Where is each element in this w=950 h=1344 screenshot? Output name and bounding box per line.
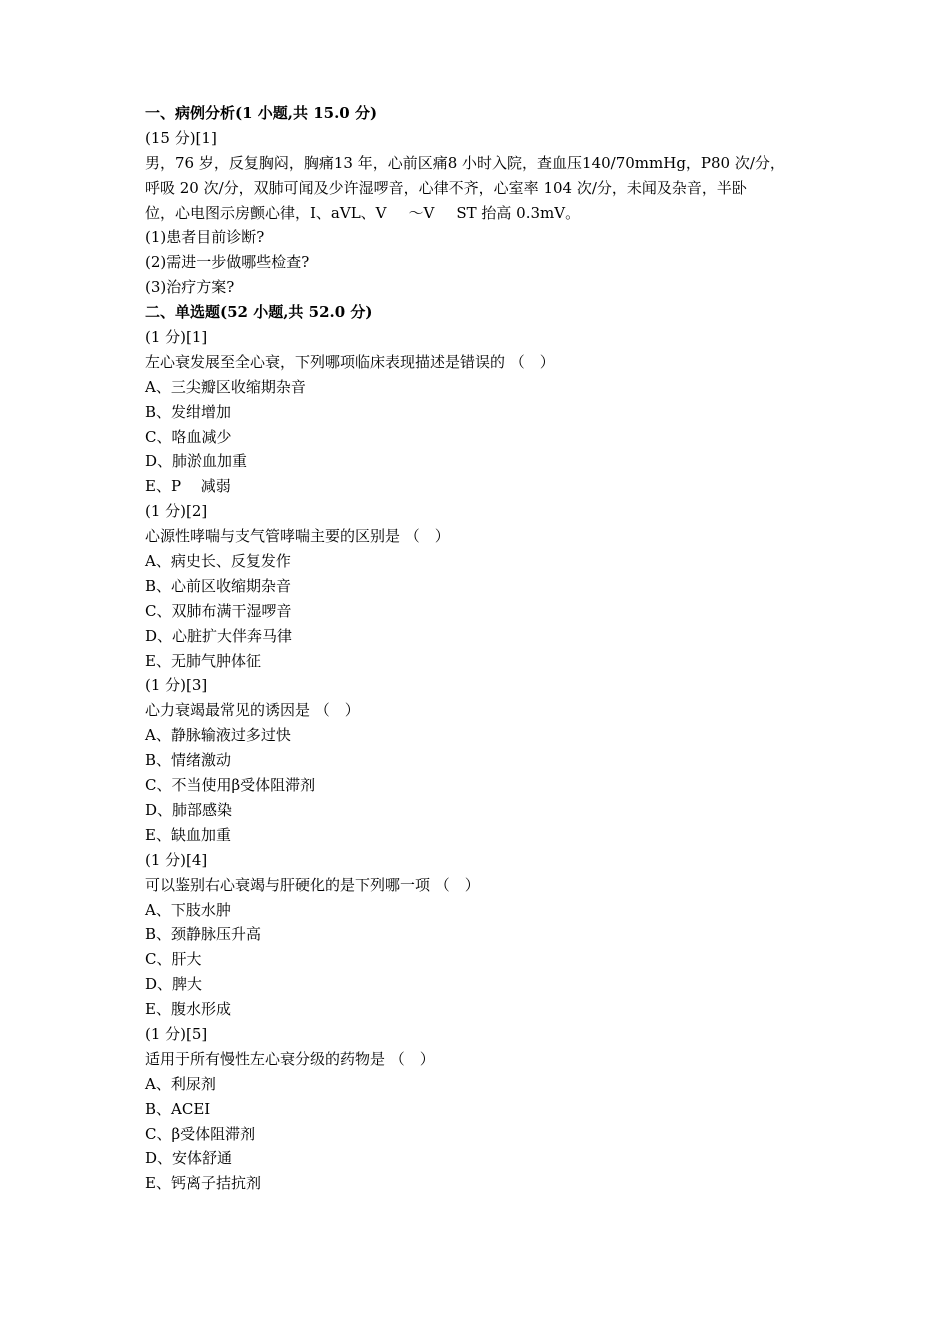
option-a: A、三尖瓣区收缩期杂音 (145, 377, 306, 396)
question-block (145, 673, 815, 847)
section-heading-case-analysis: 一、病例分析(1 小题,共 15.0 分) (145, 104, 378, 122)
question-score: (1 分)[1] (145, 328, 208, 347)
case-text-line: 呼吸 20 次/分，双肺可闻及少许湿啰音，心律不齐，心室率 104 次/分，未闻及杂音，半卧 (145, 178, 747, 197)
question-stem: 心力衰竭最常见的诱因是 （ ） (145, 701, 360, 720)
option-c: C、β受体阻滞剂 (145, 1124, 256, 1143)
question-block (145, 325, 815, 499)
option-c: C、双肺布满干湿啰音 (145, 601, 292, 620)
option-e: E、缺血加重 (145, 825, 231, 844)
case-question: (1)患者目前诊断? (145, 228, 265, 247)
question-block (145, 1022, 815, 1196)
option-d: D、心脏扩大伴奔马律 (145, 626, 293, 645)
case-text-fragment: 位，心电图示房颤心律，I、aVL、V (145, 203, 387, 222)
option-b: B、情绪激动 (145, 751, 232, 770)
case-question: (3)治疗方案? (145, 278, 235, 297)
case-text-line: 男，76 岁，反复胸闷，胸痛13 年，心前区痛8 小时入院，查血压140/70mmHg，P80 次/分， (145, 153, 785, 172)
option-b: B、ACEI (145, 1099, 211, 1118)
question-stem: 可以鉴别右心衰竭与肝硬化的是下列哪一项 （ ） (145, 875, 480, 894)
question-block (145, 499, 815, 673)
question-score: (1 分)[3] (145, 676, 208, 695)
question-stem: 左心衰发展至全心衰，下列哪项临床表现描述是错误的 （ ） (145, 352, 555, 371)
question-score: (1 分)[4] (145, 850, 208, 869)
option-e: E、无肺气肿体征 (145, 651, 261, 670)
question-score: (1 分)[2] (145, 502, 208, 521)
case-text-fragment: ～V (408, 203, 435, 222)
option-a: A、静脉输液过多过快 (145, 726, 291, 745)
option-d: D、肺部感染 (145, 800, 233, 819)
option-b: B、心前区收缩期杂音 (145, 576, 292, 595)
option-e: E、钙离子拮抗剂 (145, 1174, 261, 1193)
question-stem: 适用于所有慢性左心衰分级的药物是 （ ） (145, 1049, 435, 1068)
option-d: D、脾大 (145, 975, 203, 994)
option-a: A、病史长、反复发作 (145, 552, 291, 571)
option-d: D、肺淤血加重 (145, 452, 248, 471)
question-block (145, 848, 815, 1022)
option-b: B、发绀增加 (145, 402, 232, 421)
question-stem: 心源性哮喘与支气管哮喘主要的区别是 （ ） (145, 527, 450, 546)
question-score: (15 分)[1] (145, 128, 217, 147)
option-e: E、腹水形成 (145, 1000, 231, 1019)
case-text-fragment: ST 抬高 0.3mV。 (456, 203, 581, 222)
option-e: E、P 减弱 (145, 477, 231, 496)
option-b: B、颈静脉压升高 (145, 925, 262, 944)
option-a: A、下肢水肿 (145, 900, 231, 919)
option-c: C、咯血减少 (145, 427, 232, 446)
question-score: (1 分)[5] (145, 1024, 208, 1043)
option-c: C、肝大 (145, 950, 202, 969)
document-content (145, 101, 815, 1196)
section-heading-single-choice: 二、单选题(52 小题,共 52.0 分) (145, 303, 373, 322)
option-c: C、不当使用β受体阻滞剂 (145, 776, 316, 795)
option-d: D、安体舒通 (145, 1149, 233, 1168)
case-question: (2)需进一步做哪些检查? (145, 253, 310, 272)
case-text-line (145, 201, 815, 226)
option-a: A、利尿剂 (145, 1074, 216, 1093)
